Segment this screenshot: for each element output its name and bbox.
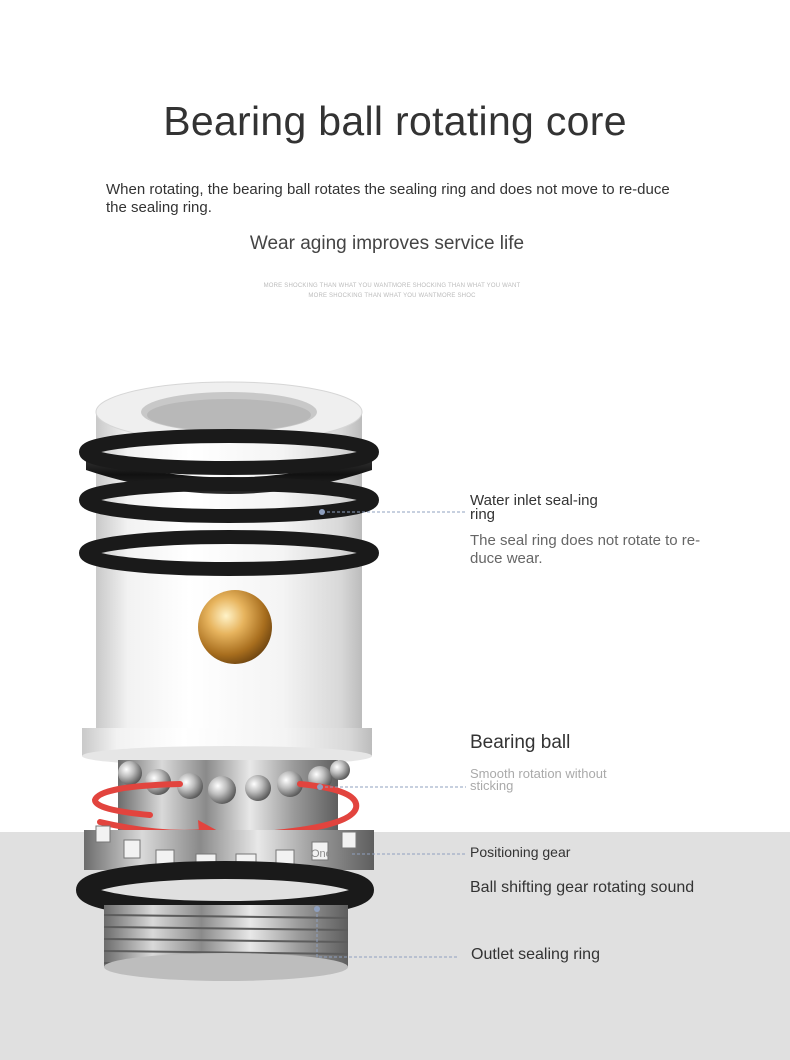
positioning-gear-title: Positioning gear (470, 844, 571, 860)
bearing-ball-description: Smooth rotation without sticking (470, 766, 607, 793)
decorative-caption-line: MORE SHOCKING THAN WHAT YOU WANTMORE SHOCKING THAN WHAT YOU WANT (263, 283, 521, 289)
bearing-ball-title: Bearing ball (470, 732, 571, 753)
intro-description: When rotating, the bearing ball rotates the sealing ring and does not move to re-duce the sealing ring. (106, 181, 670, 216)
subtitle: Wear aging improves service life (249, 233, 525, 254)
page-title: Bearing ball rotating core (163, 98, 627, 144)
positioning-gear-description: Ball shifting gear rotating sound (470, 879, 695, 896)
gear-marker-text: One (311, 848, 332, 860)
outlet-seal-title: Outlet sealing ring (471, 946, 600, 963)
inlet-seal-title: Water inlet seal-ing ring (470, 492, 598, 523)
decorative-caption-line: MORE SHOCKING THAN WHAT YOU WANTMORE SHOC (308, 293, 476, 299)
inlet-seal-description: The seal ring does not rotate to re-duce wear. (470, 532, 701, 567)
